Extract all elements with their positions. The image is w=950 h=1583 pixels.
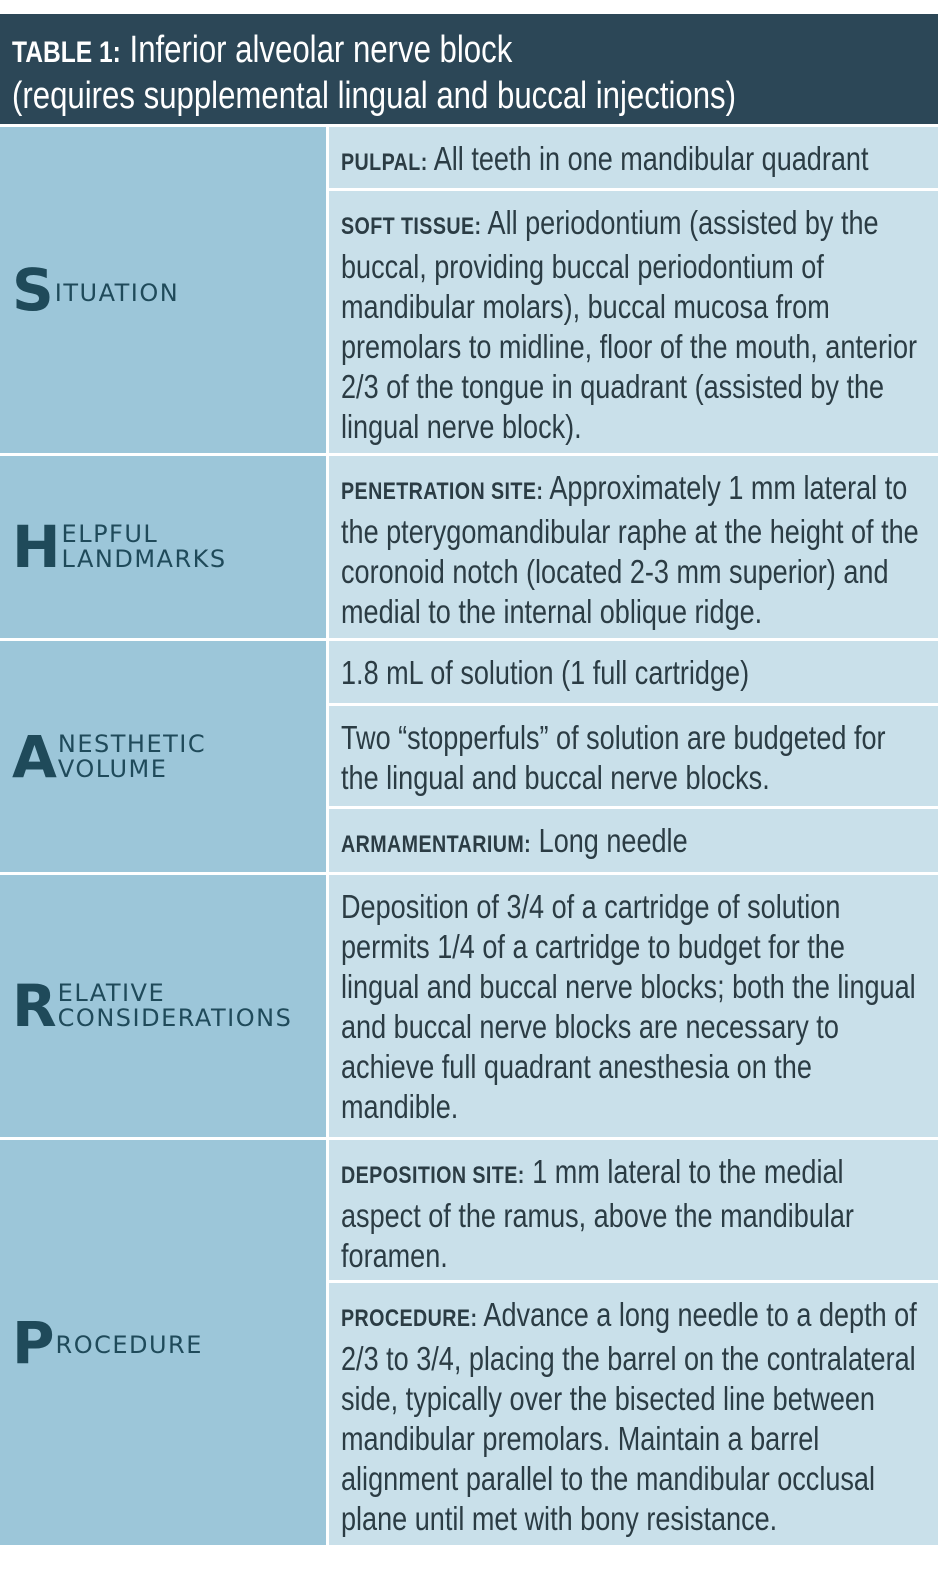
section-content [329,456,938,638]
cell-text: Two “stopperfuls” of solution are budgeted for the lingual and buccal nerve blocks. [341,719,886,796]
section-heading-rest [57,729,207,783]
cell-text: 1.8 mL of solution (1 full cartridge) [341,654,750,691]
content-cell [329,809,938,872]
section-content [329,127,938,453]
section-content [329,641,938,872]
cell-label: SOFT TISSUE: [341,213,482,240]
cell-label: PROCEDURE: [341,1305,478,1332]
table-header [0,14,938,127]
section-heading-rest [62,522,227,572]
table-label: TABLE 1: [12,36,121,69]
section-heading-rest [58,981,293,1031]
section-initial: P [12,1308,55,1377]
section-heading-text: ELPFUL [61,520,159,548]
cell-text: Approximately 1 mm lateral to the pterygomandibular raphe at the height of the coronoid notch (located 2-3 mm superior) and medial to the internal oblique ridge. [341,469,919,630]
cell-label: ARMAMENTARIUM: [341,831,532,858]
content-cell [329,706,938,809]
cell-text: Deposition of 3/4 of a cartridge of solution permits 1/4 of a cartridge to budget for the lingual and buccal nerve blocks; both the lingual and buccal nerve blocks are necessary to achieve full quadrant anesthesia on the mandible. [341,888,916,1125]
section-initial: R [12,972,57,1040]
section-heading-text: ELATIVE [57,979,166,1007]
section-relative-considerations [0,875,938,1140]
content-cell [329,1283,938,1545]
table-title: Inferior alveolar nerve block [129,29,513,71]
cell-text: Long needle [538,822,688,859]
section-procedure [0,1140,938,1545]
table-title-line [12,28,771,75]
section-initial: H [12,513,61,581]
cell-label: DEPOSITION SITE: [341,1162,525,1189]
section-heading-rest [56,1333,203,1358]
content-cell [329,1140,938,1283]
section-heading-text: ROCEDURE [55,1331,203,1359]
section-heading [0,875,329,1137]
cell-label: PULPAL: [341,149,428,176]
section-heading [0,456,329,638]
section-situation [0,127,938,456]
section-content [329,1140,938,1545]
cell-text: All periodontium (assisted by the buccal, providing buccal periodontium of mandibular molars), buccal mucosa from premolars to midline, floor of the mouth, anterior 2/3 of the tongue in quadrant (assisted by the lingual nerve block). [341,204,918,445]
section-initial: A [12,722,57,791]
nerve-block-table [0,14,938,1545]
section-heading [0,127,329,453]
section-anesthetic-volume [0,641,938,875]
section-heading [0,641,329,872]
section-initial: S [12,256,54,324]
section-heading [0,1140,329,1545]
section-heading-text: VOLUME [57,754,168,783]
cell-text: 1 mm lateral to the medial aspect of the ramus, above the mandibular foramen. [341,1153,854,1274]
table-subtitle: (requires supplemental lingual and buccal injections) [12,75,737,117]
section-heading-text: LANDMARKS [61,545,227,573]
content-cell [329,456,938,638]
section-content [329,875,938,1137]
cell-text: All teeth in one mandibular quadrant [433,140,869,177]
content-cell [329,875,938,1137]
section-heading-rest [54,278,180,307]
section-heading-text: ITUATION [54,278,180,307]
content-cell [329,191,938,453]
section-heading-text: CONSIDERATIONS [57,1004,293,1032]
content-cell [329,127,938,191]
cell-text: Advance a long needle to a depth of 2/3 to 3/4, placing the barrel on the contralateral side, typically over the bisected line between mandibular premolars. Maintain a barrel alignment parallel to the mandibular occlusal plane until met with bony resistance. [341,1296,917,1537]
section-heading-text: NESTHETIC [57,729,207,758]
content-cell [329,641,938,706]
section-helpful-landmarks [0,456,938,641]
cell-label: PENETRATION SITE: [341,478,544,505]
